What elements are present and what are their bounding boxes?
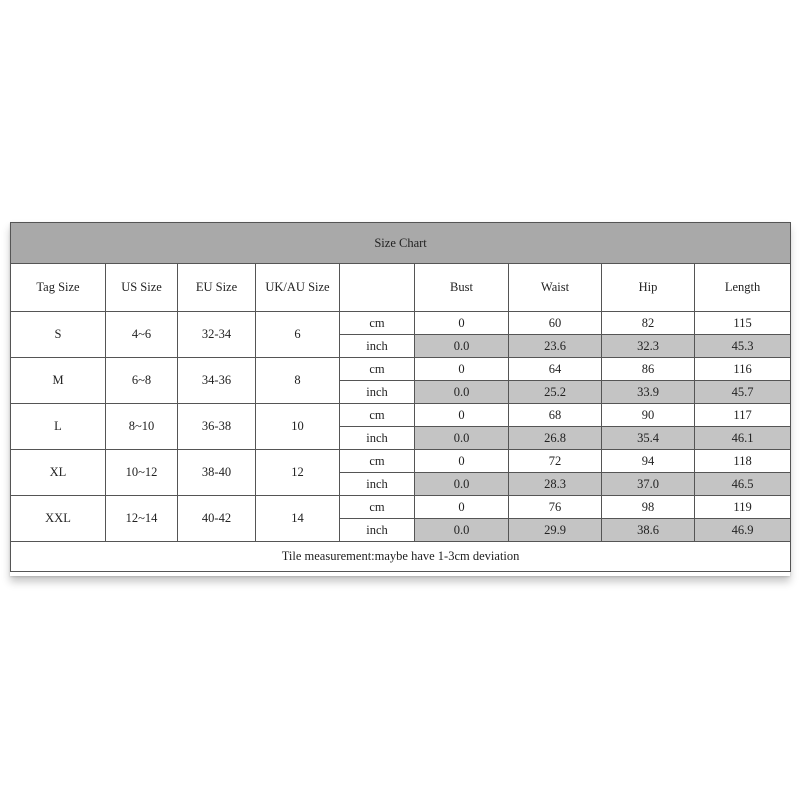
title-row [11, 223, 791, 264]
tag-size-cell: L [11, 404, 106, 450]
size-chart [10, 222, 790, 576]
table-row [11, 496, 791, 519]
ukau-size-cell: 10 [256, 404, 340, 450]
hip-inch-cell: 35.4 [602, 427, 695, 450]
eu-size-cell: 40-42 [178, 496, 256, 542]
header-waist: Waist [509, 264, 602, 312]
header-us-size: US Size [106, 264, 178, 312]
header-hip: Hip [602, 264, 695, 312]
unit-cm-cell: cm [340, 312, 415, 335]
tag-size-cell: XL [11, 450, 106, 496]
us-size-cell: 12~14 [106, 496, 178, 542]
us-size-cell: 8~10 [106, 404, 178, 450]
hip-cm-cell: 94 [602, 450, 695, 473]
waist-cm-cell: 72 [509, 450, 602, 473]
eu-size-cell: 36-38 [178, 404, 256, 450]
eu-size-cell: 38-40 [178, 450, 256, 496]
header-length: Length [695, 264, 791, 312]
length-cm-cell: 116 [695, 358, 791, 381]
header-unit [340, 264, 415, 312]
unit-inch-cell: inch [340, 473, 415, 496]
unit-cm-cell: cm [340, 358, 415, 381]
tag-size-cell: S [11, 312, 106, 358]
waist-inch-cell: 28.3 [509, 473, 602, 496]
bust-cm-cell: 0 [415, 450, 509, 473]
hip-inch-cell: 38.6 [602, 519, 695, 542]
unit-cm-cell: cm [340, 450, 415, 473]
unit-inch-cell: inch [340, 427, 415, 450]
bust-cm-cell: 0 [415, 312, 509, 335]
bust-inch-cell: 0.0 [415, 335, 509, 358]
hip-cm-cell: 82 [602, 312, 695, 335]
header-eu-size: EU Size [178, 264, 256, 312]
unit-inch-cell: inch [340, 335, 415, 358]
hip-inch-cell: 33.9 [602, 381, 695, 404]
unit-inch-cell: inch [340, 381, 415, 404]
length-cm-cell: 117 [695, 404, 791, 427]
bust-inch-cell: 0.0 [415, 427, 509, 450]
length-inch-cell: 45.7 [695, 381, 791, 404]
tag-size-cell: XXL [11, 496, 106, 542]
header-row [11, 264, 791, 312]
unit-inch-cell: inch [340, 519, 415, 542]
table-row [11, 404, 791, 427]
length-inch-cell: 46.1 [695, 427, 791, 450]
bust-inch-cell: 0.0 [415, 381, 509, 404]
size-chart-table [10, 222, 791, 572]
hip-cm-cell: 98 [602, 496, 695, 519]
bust-inch-cell: 0.0 [415, 519, 509, 542]
unit-cm-cell: cm [340, 404, 415, 427]
table-row [11, 358, 791, 381]
us-size-cell: 6~8 [106, 358, 178, 404]
bust-cm-cell: 0 [415, 358, 509, 381]
waist-cm-cell: 64 [509, 358, 602, 381]
us-size-cell: 10~12 [106, 450, 178, 496]
eu-size-cell: 34-36 [178, 358, 256, 404]
waist-inch-cell: 29.9 [509, 519, 602, 542]
ukau-size-cell: 12 [256, 450, 340, 496]
length-cm-cell: 119 [695, 496, 791, 519]
eu-size-cell: 32-34 [178, 312, 256, 358]
us-size-cell: 4~6 [106, 312, 178, 358]
hip-inch-cell: 32.3 [602, 335, 695, 358]
waist-inch-cell: 26.8 [509, 427, 602, 450]
header-bust: Bust [415, 264, 509, 312]
header-ukau-size: UK/AU Size [256, 264, 340, 312]
length-inch-cell: 46.5 [695, 473, 791, 496]
ukau-size-cell: 14 [256, 496, 340, 542]
length-inch-cell: 45.3 [695, 335, 791, 358]
chart-title: Size Chart [11, 223, 791, 264]
length-cm-cell: 115 [695, 312, 791, 335]
waist-cm-cell: 68 [509, 404, 602, 427]
tag-size-cell: M [11, 358, 106, 404]
ukau-size-cell: 8 [256, 358, 340, 404]
waist-inch-cell: 23.6 [509, 335, 602, 358]
waist-inch-cell: 25.2 [509, 381, 602, 404]
hip-inch-cell: 37.0 [602, 473, 695, 496]
bust-cm-cell: 0 [415, 404, 509, 427]
waist-cm-cell: 60 [509, 312, 602, 335]
note-row [11, 542, 791, 572]
hip-cm-cell: 86 [602, 358, 695, 381]
length-inch-cell: 46.9 [695, 519, 791, 542]
measurement-note: Tile measurement:maybe have 1-3cm deviation [11, 542, 791, 572]
ukau-size-cell: 6 [256, 312, 340, 358]
hip-cm-cell: 90 [602, 404, 695, 427]
bust-cm-cell: 0 [415, 496, 509, 519]
waist-cm-cell: 76 [509, 496, 602, 519]
table-row [11, 312, 791, 335]
header-tag-size: Tag Size [11, 264, 106, 312]
length-cm-cell: 118 [695, 450, 791, 473]
bust-inch-cell: 0.0 [415, 473, 509, 496]
table-row [11, 450, 791, 473]
unit-cm-cell: cm [340, 496, 415, 519]
